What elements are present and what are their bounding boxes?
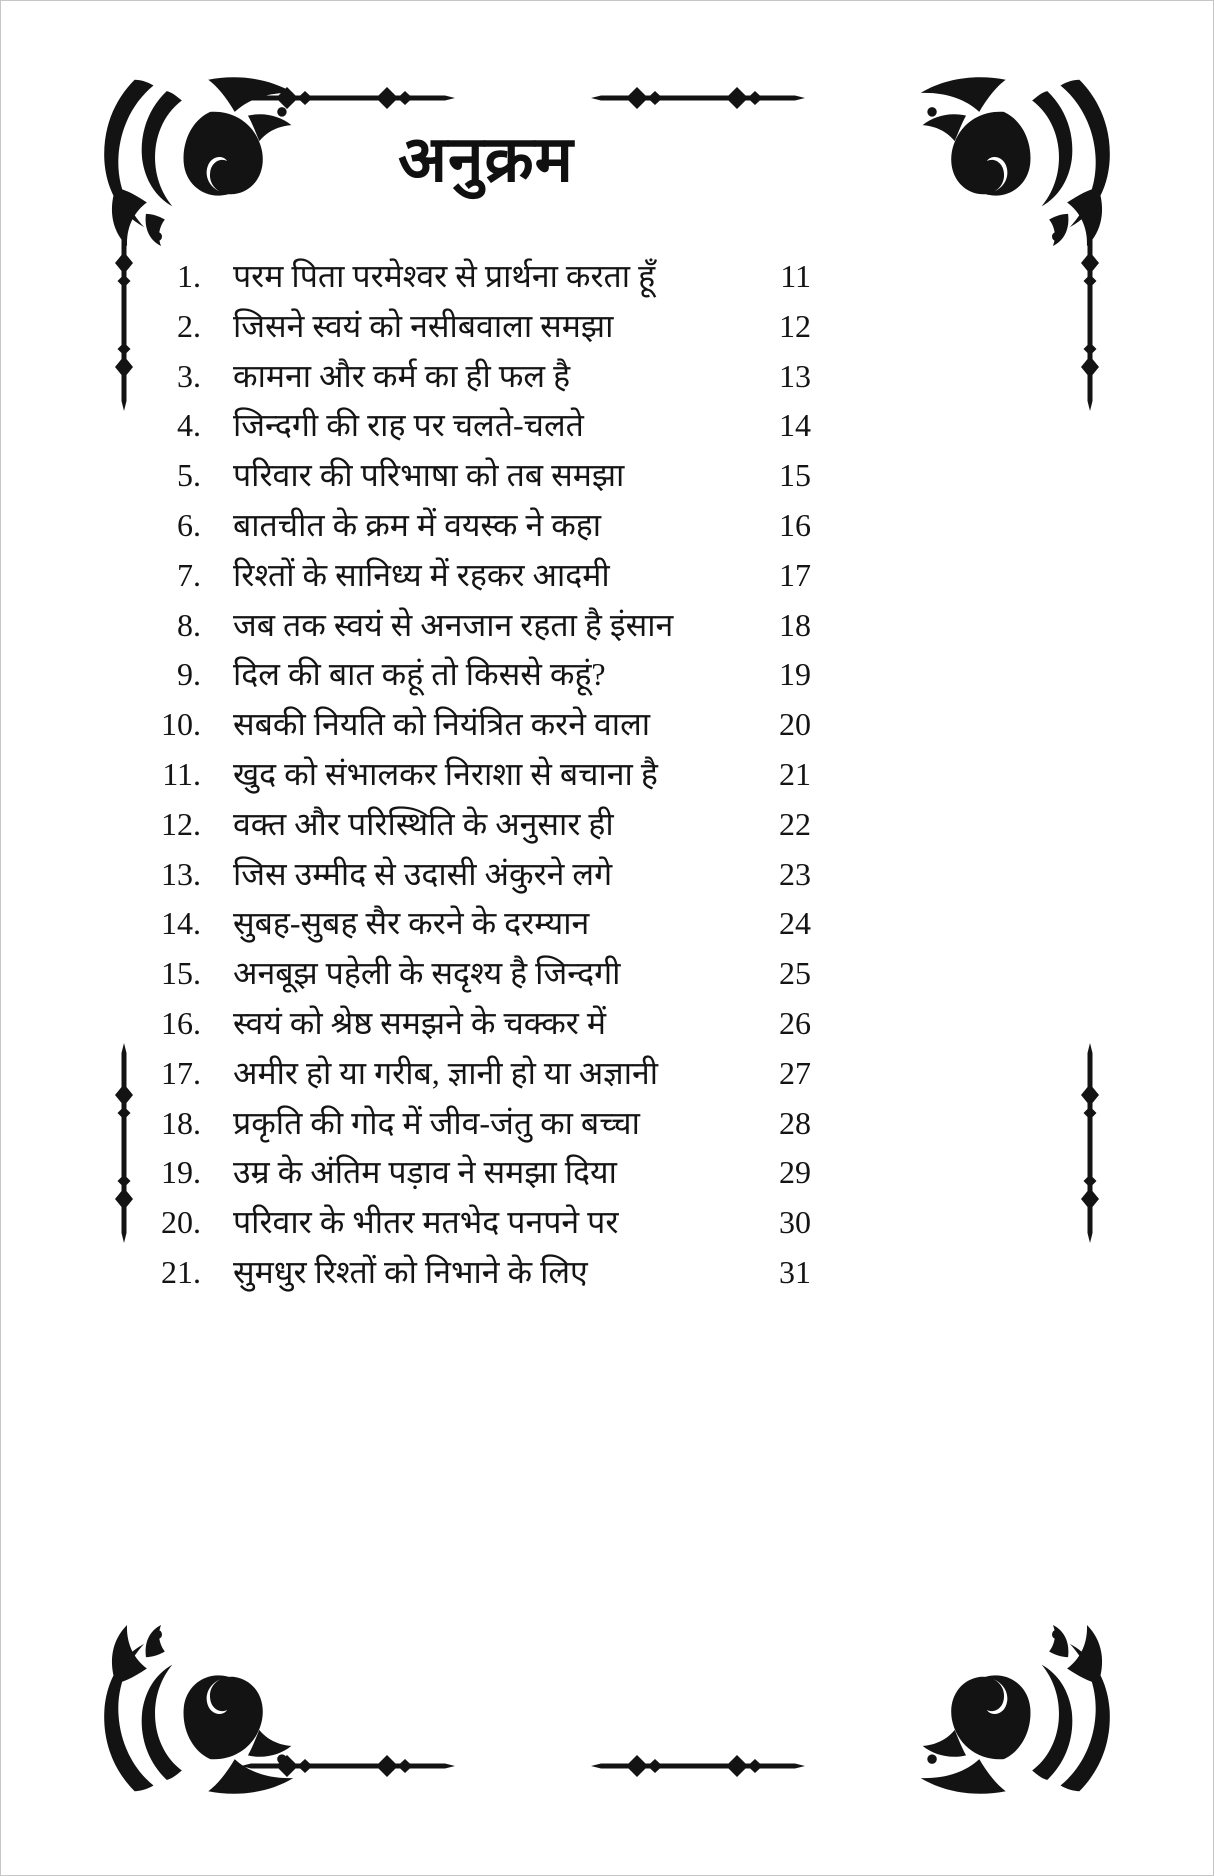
toc-entry-number: 13. xyxy=(161,855,201,892)
toc-entry-page-number: 21 xyxy=(779,755,811,792)
toc-entry-number: 10. xyxy=(161,706,201,743)
toc-entry-title: जिन्दगी की राह पर चलते-चलते xyxy=(233,407,584,444)
toc-entry-page-number: 16 xyxy=(779,506,811,543)
toc-entry-number: 6. xyxy=(177,506,201,543)
toc-entry-number: 18. xyxy=(161,1104,201,1141)
toc-entry-number: 3. xyxy=(177,357,201,394)
toc-entry-title: परम पिता परमेश्वर से प्रार्थना करता हूँ xyxy=(233,258,656,294)
toc-row xyxy=(161,302,811,352)
toc-entry-number: 16. xyxy=(161,1004,201,1041)
page-content xyxy=(1,1,1213,1298)
toc-row xyxy=(161,401,811,451)
toc-entry-title: अमीर हो या गरीब, ज्ञानी हो या अज्ञानी xyxy=(233,1054,659,1091)
toc-entry-number: 5. xyxy=(177,457,201,494)
toc-entry-page-number: 26 xyxy=(779,1004,811,1041)
toc-entry-page-number: 27 xyxy=(779,1054,811,1091)
toc-entry-number: 17. xyxy=(161,1054,201,1091)
toc-entry-title: दिल की बात कहूं तो किससे कहूं? xyxy=(233,656,606,693)
page-title: अनुक्रम xyxy=(398,124,574,195)
toc-entry-page-number: 30 xyxy=(779,1204,811,1241)
toc-row xyxy=(161,1049,811,1099)
toc-entry-page-number: 22 xyxy=(779,805,811,842)
toc-entry-page-number: 19 xyxy=(779,656,811,693)
toc-row xyxy=(161,899,811,949)
toc-entry-page-number: 28 xyxy=(779,1104,811,1141)
toc-entry-title: स्वयं को श्रेष्ठ समझने के चक्कर में xyxy=(233,1004,607,1041)
table-of-contents xyxy=(161,252,811,1298)
toc-entry-page-number: 31 xyxy=(779,1253,811,1290)
toc-row xyxy=(161,700,811,750)
toc-row xyxy=(161,850,811,900)
toc-entry-page-number: 24 xyxy=(779,905,811,942)
toc-row xyxy=(161,650,811,700)
corner-flourish-bottom-right-icon xyxy=(918,1625,1118,1795)
toc-entry-number: 2. xyxy=(177,307,201,344)
toc-entry-page-number: 20 xyxy=(779,706,811,743)
toc-entry-title: बातचीत के क्रम में वयस्क ने कहा xyxy=(233,506,602,543)
toc-entry-page-number: 18 xyxy=(779,606,811,643)
toc-entry-page-number: 14 xyxy=(779,407,811,444)
toc-entry-number: 8. xyxy=(177,606,201,643)
toc-entry-number: 14. xyxy=(161,905,201,942)
toc-entry-title: खुद को संभालकर निराशा से बचाना है xyxy=(233,755,658,792)
bottom-rule-left-diamonds-icon xyxy=(239,1753,457,1779)
toc-entry-title: परिवार की परिभाषा को तब समझा xyxy=(233,457,625,494)
toc-row xyxy=(161,1148,811,1198)
toc-entry-title: कामना और कर्म का ही फल है xyxy=(233,357,571,394)
toc-entry-number: 11. xyxy=(162,755,201,792)
toc-entry-number: 4. xyxy=(177,407,201,444)
toc-row xyxy=(161,1198,811,1248)
toc-entry-number: 19. xyxy=(161,1154,201,1191)
toc-entry-title: प्रकृति की गोद में जीव-जंतु का बच्चा xyxy=(233,1104,640,1141)
toc-entry-title: उम्र के अंतिम पड़ाव ने समझा दिया xyxy=(233,1154,617,1191)
toc-entry-title: सबकी नियति को नियंत्रित करने वाला xyxy=(233,706,651,743)
toc-entry-title: जिसने स्वयं को नसीबवाला समझा xyxy=(233,307,614,344)
toc-entry-number: 1. xyxy=(177,258,201,294)
toc-entry-title: परिवार के भीतर मतभेद पनपने पर xyxy=(233,1204,619,1241)
toc-entry-page-number: 29 xyxy=(779,1154,811,1191)
toc-entry-page-number: 13 xyxy=(779,357,811,394)
toc-entry-title: जब तक स्वयं से अनजान रहता है इंसान xyxy=(233,606,674,643)
toc-row xyxy=(161,352,811,402)
bottom-rule-right-diamonds-icon xyxy=(589,1753,807,1779)
toc-row xyxy=(161,800,811,850)
toc-entry-number: 9. xyxy=(177,656,201,693)
toc-entry-number: 12. xyxy=(161,805,201,842)
toc-entry-title: सुमधुर रिश्तों को निभाने के लिए xyxy=(233,1253,588,1290)
toc-entry-number: 7. xyxy=(177,556,201,593)
toc-row xyxy=(161,999,811,1049)
toc-entry-title: रिश्तों के सानिध्य में रहकर आदमी xyxy=(233,556,610,593)
toc-entry-page-number: 17 xyxy=(779,556,811,593)
toc-entry-title: अनबूझ पहेली के सदृश्य है जिन्दगी xyxy=(233,955,621,992)
toc-entry-page-number: 12 xyxy=(779,307,811,344)
toc-row xyxy=(161,501,811,551)
toc-row xyxy=(161,451,811,501)
toc-row xyxy=(161,1099,811,1149)
toc-row xyxy=(161,551,811,601)
toc-entry-page-number: 11 xyxy=(780,258,811,294)
toc-entry-page-number: 15 xyxy=(779,457,811,494)
toc-entry-title: वक्त और परिस्थिति के अनुसार ही xyxy=(233,805,614,842)
toc-row xyxy=(161,1248,811,1298)
toc-row xyxy=(161,750,811,800)
toc-row xyxy=(161,601,811,651)
toc-entry-title: सुबह-सुबह सैर करने के दरम्यान xyxy=(233,905,590,942)
toc-entry-title: जिस उम्मीद से उदासी अंकुरने लगे xyxy=(233,855,613,892)
toc-entry-number: 20. xyxy=(161,1204,201,1241)
toc-row xyxy=(161,252,811,302)
toc-entry-number: 21. xyxy=(161,1253,201,1290)
toc-entry-number: 15. xyxy=(161,955,201,992)
toc-entry-page-number: 23 xyxy=(779,855,811,892)
toc-row xyxy=(161,949,811,999)
toc-entry-page-number: 25 xyxy=(779,955,811,992)
